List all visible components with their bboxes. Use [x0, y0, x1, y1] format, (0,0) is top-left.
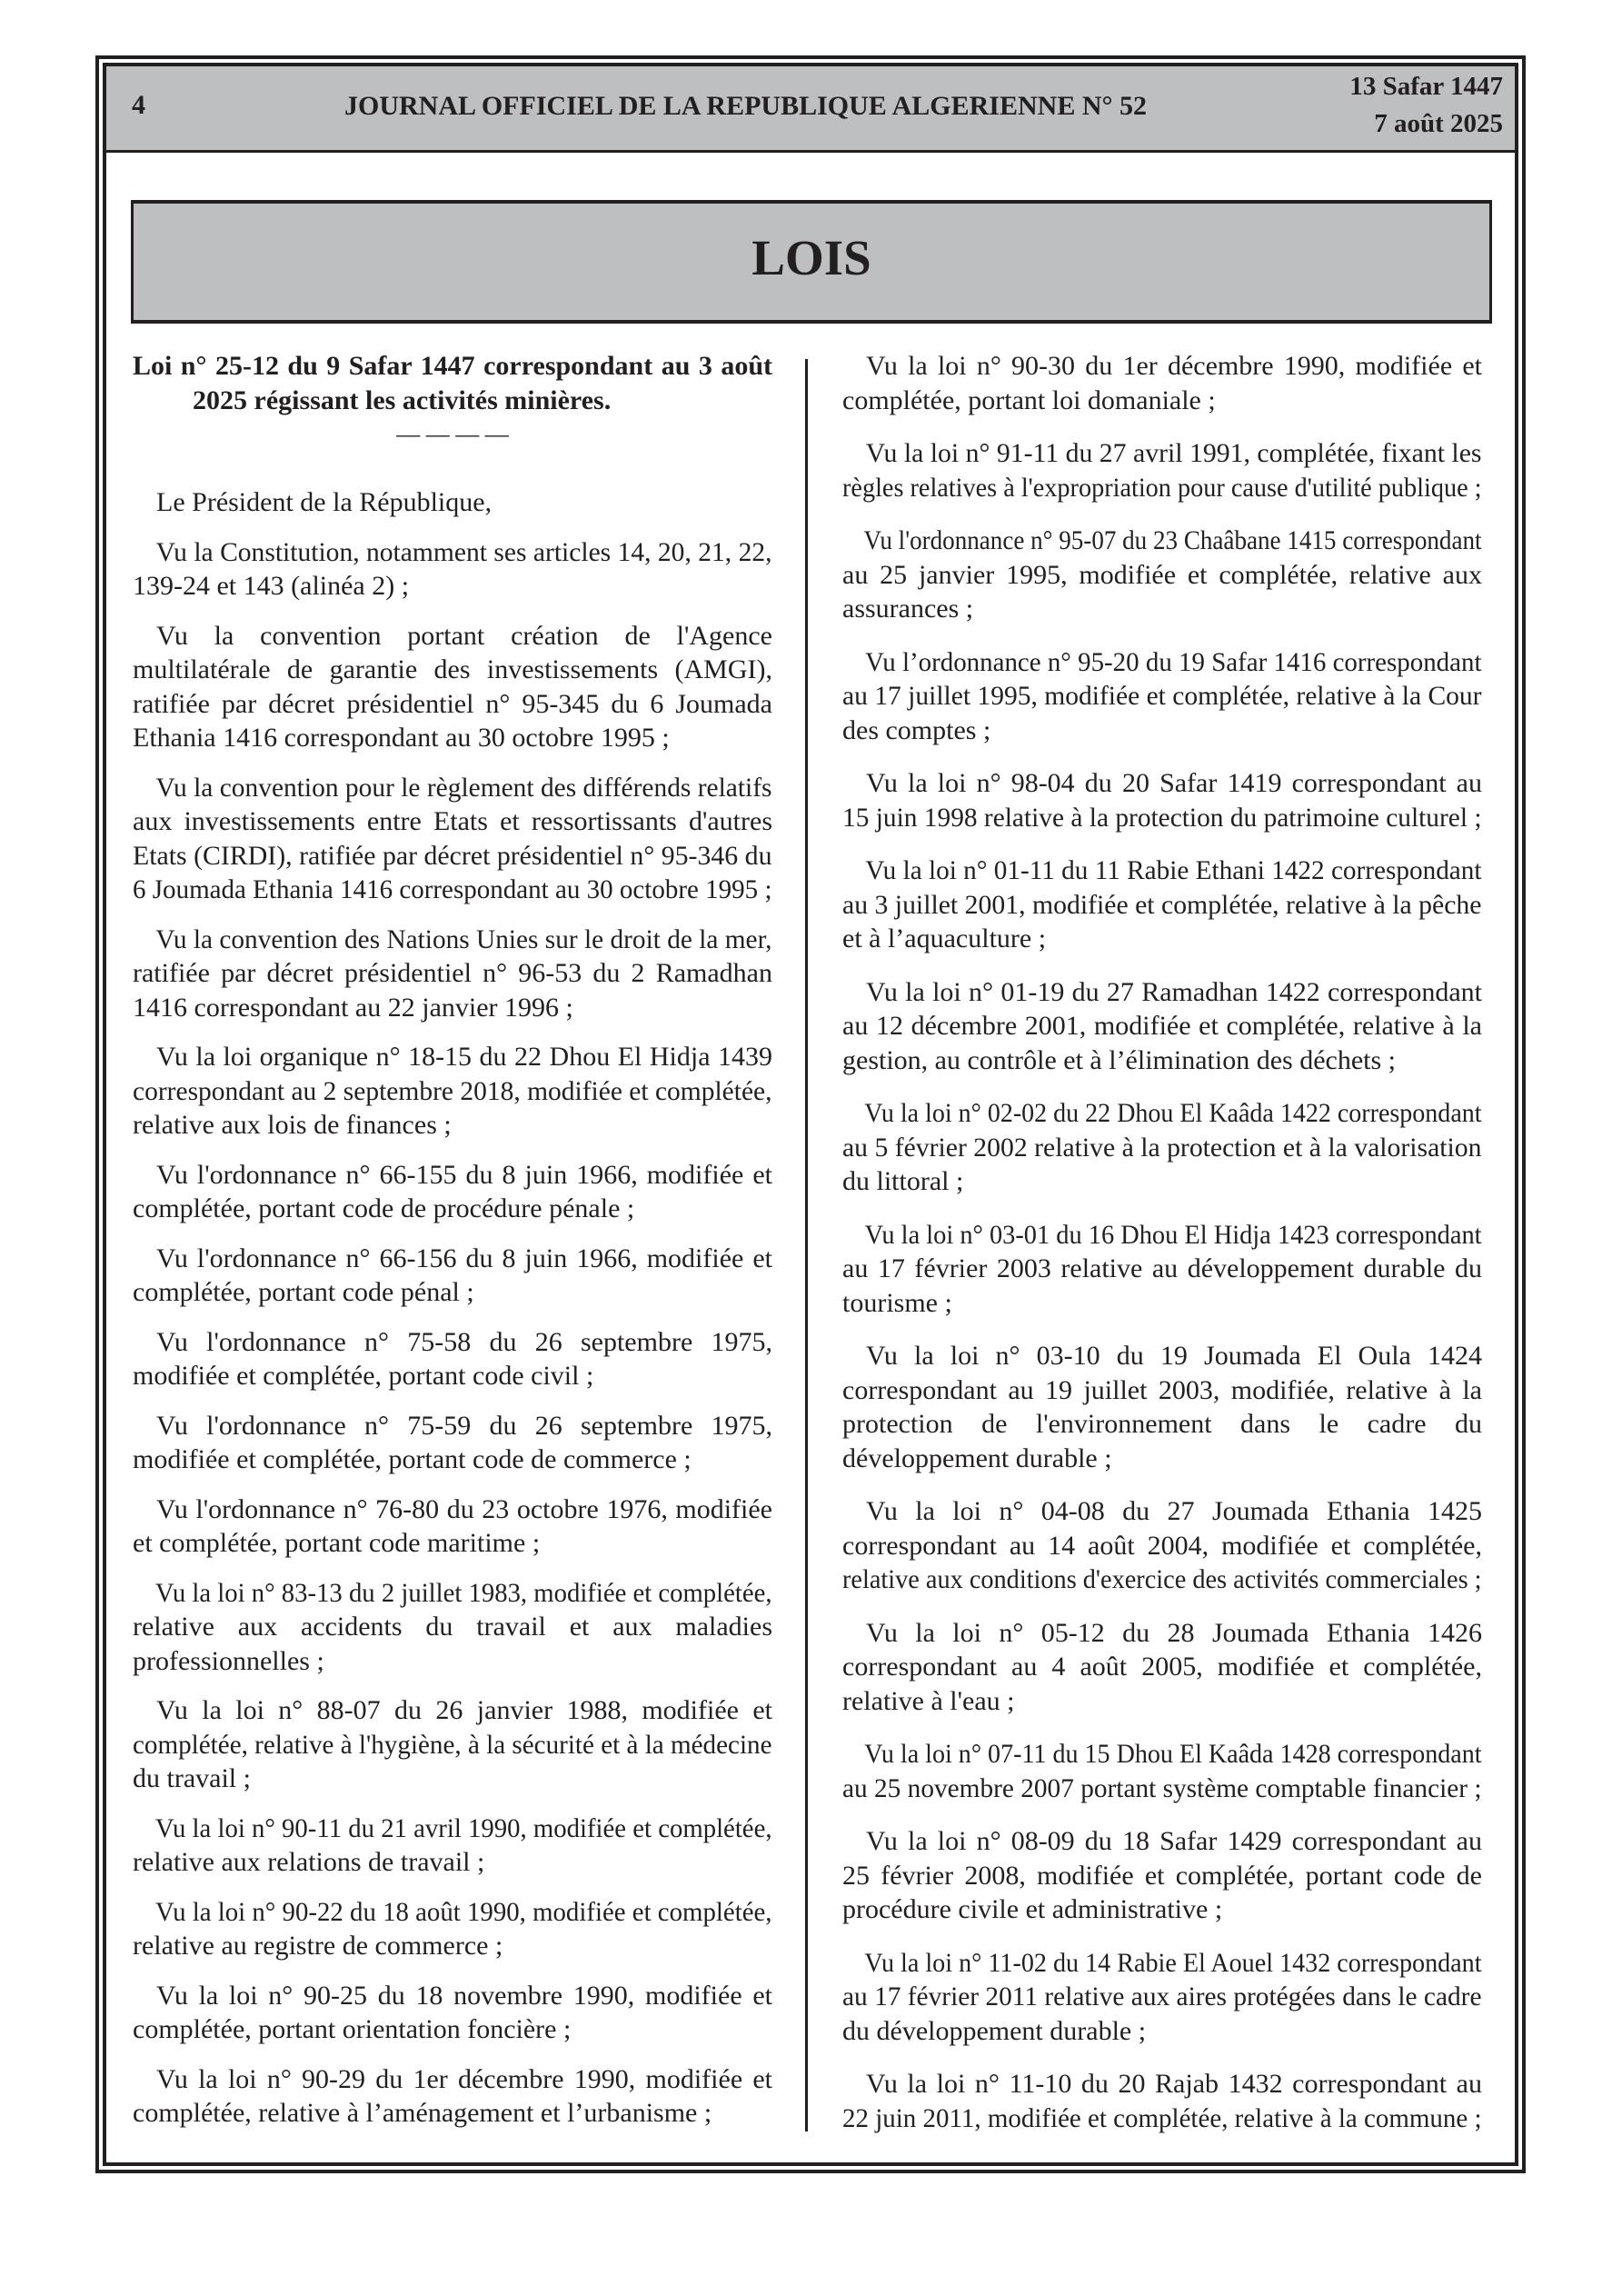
preamble-paragraph	[842, 1616, 1482, 1719]
preamble-paragraph	[842, 645, 1482, 748]
preamble-paragraph	[133, 1040, 772, 1143]
text-line: Vu l'ordonnance n° 76-80 du 23 octobre 1976, modifiée	[156, 1493, 772, 1524]
text-line: 139-24 et 143 (alinéa 2) ;	[133, 571, 410, 601]
text-line: Vu l'ordonnance n° 66-155 du 8 juin 1966, modifiée et	[156, 1159, 772, 1190]
text-line: modifiée et complétée, portant code civil ;	[133, 1361, 594, 1391]
text-line: au 3 juillet 2001, modifiée et complétée, relative à la pêche	[842, 889, 1482, 920]
text-line: Vu la convention portant création de l'Agence	[156, 620, 772, 651]
preamble-paragraph	[133, 1242, 772, 1310]
text-line: au 17 février 2003 relative au développement durable du	[842, 1253, 1482, 1283]
text-line: Vu la loi n° 90-11 du 21 avril 1990, modifiée et complétée,	[154, 1812, 772, 1843]
text-line: Vu la loi n° 90-22 du 18 août 1990, modifiée et complétée,	[154, 1896, 772, 1927]
text-line: 25 février 2008, modifiée et complétée, portant code de	[842, 1860, 1482, 1891]
section-title: LOIS	[751, 230, 871, 285]
text-line: Vu la loi n° 90-25 du 18 novembre 1990, modifiée et	[156, 1980, 772, 2011]
text-line: procédure civile et administrative ;	[842, 1894, 1223, 1924]
text-line: Vu la loi n° 11-02 du 14 Rabie El Aouel 1432 correspondant	[864, 1947, 1482, 1978]
preamble-paragraph	[842, 1494, 1482, 1597]
text-line: complétée, portant code de procédure pénale ;	[133, 1193, 635, 1223]
text-line: correspondant au 14 août 2004, modifiée et complétée,	[842, 1530, 1482, 1561]
text-line: tourisme ;	[842, 1287, 952, 1318]
text-line: du développement durable ;	[842, 2015, 1147, 2046]
text-line: relative aux conditions d'exercice des activités commerciales ;	[842, 1564, 1482, 1594]
preamble-paragraph	[133, 1693, 772, 1796]
text-line: et à l’aquaculture ;	[842, 923, 1047, 953]
text-line: Vu l'ordonnance n° 95-07 du 23 Chaâbane 1415 correspondant	[863, 525, 1482, 555]
text-line: Vu l’ordonnance n° 95-20 du 19 Safar 1416 correspondant	[865, 646, 1482, 677]
text-line: Vu la loi n° 83-13 du 2 juillet 1983, modifiée et complétée,	[154, 1577, 772, 1608]
preamble-paragraph	[133, 2062, 772, 2131]
text-line: au 5 février 2002 relative à la protection et à la valorisation	[842, 1132, 1482, 1163]
law-title	[133, 349, 772, 417]
text-line: assurances ;	[842, 594, 974, 624]
preamble-paragraph	[133, 485, 772, 520]
text-line: des comptes ;	[842, 714, 991, 745]
preamble-paragraph	[133, 1158, 772, 1226]
text-line: relative aux relations de travail ;	[133, 1847, 485, 1877]
text-line: du littoral ;	[842, 1166, 964, 1196]
preamble-paragraph	[133, 1325, 772, 1393]
journal-title: JOURNAL OFFICIEL DE LA REPUBLIQUE ALGERIENNE N° 52	[344, 91, 1147, 121]
text-line: correspondant au 19 juillet 2003, modifiée, relative à la	[842, 1374, 1482, 1405]
left-column	[133, 349, 772, 2131]
text-line: Vu la loi n° 05-12 du 28 Joumada Ethania 1426	[866, 1617, 1482, 1648]
text-line: Etats (CIRDI), ratifiée par décret présidentiel n° 95-346 du	[133, 840, 772, 871]
text-line: Vu la loi n° 11-10 du 20 Rajab 1432 correspondant au	[866, 2069, 1482, 2099]
text-line: relative aux lois de finances ;	[133, 1110, 452, 1140]
preamble-paragraph	[842, 1946, 1482, 2049]
text-line: au 17 février 2011 relative aux aires protégées dans le cadre	[842, 1982, 1482, 2011]
text-line: règles relatives à l'expropriation pour cause d'utilité publique ;	[842, 472, 1482, 503]
preamble-paragraph	[133, 923, 772, 1025]
column-divider	[805, 359, 808, 2131]
text-line: ratifiée par décret présidentiel n° 96-53 du 2 Ramadhan	[133, 958, 772, 988]
text-line: 15 juin 1998 relative à la protection du patrimoine culturel ;	[842, 802, 1482, 833]
text-line: complétée, relative à l’aménagement et l’urbanisme ;	[133, 2098, 712, 2128]
preamble-paragraph	[133, 1492, 772, 1561]
text-line: 1416 correspondant au 22 janvier 1996 ;	[133, 992, 573, 1023]
preamble-paragraph	[133, 1895, 772, 1963]
text-line: au 25 novembre 2007 portant système comptable financier ;	[842, 1772, 1482, 1803]
text-line: 22 juin 2011, modifiée et complétée, relative à la commune ;	[842, 2102, 1482, 2133]
preamble-paragraph	[133, 771, 772, 907]
text-line: Vu l'ordonnance n° 75-59 du 26 septembre 1975,	[156, 1410, 772, 1441]
text-line: professionnelles ;	[133, 1645, 324, 1676]
law-title-line: 2025 régissant les activités minières.	[193, 384, 612, 415]
preamble-paragraph	[133, 1576, 772, 1679]
text-line: Vu l'ordonnance n° 75-58 du 26 septembre 1975,	[156, 1326, 772, 1357]
text-line: Vu la loi n° 98-04 du 20 Safar 1419 correspondant au	[866, 768, 1482, 798]
text-line: au 17 juillet 1995, modifiée et complétée, relative à la Cour	[842, 681, 1482, 711]
text-line: Le Président de la République,	[156, 487, 493, 517]
text-line: Vu la loi n° 08-09 du 18 Safar 1429 correspondant au	[866, 1826, 1482, 1856]
text-line: Vu la loi organique n° 18-15 du 22 Dhou El Hidja 1439	[156, 1042, 772, 1072]
text-line: et complétée, portant code maritime ;	[133, 1528, 541, 1558]
text-line: relative au registre de commerce ;	[133, 1931, 503, 1961]
preamble-paragraph	[842, 1737, 1482, 1805]
preamble-paragraph	[842, 1218, 1482, 1321]
text-line: au 25 janvier 1995, modifiée et complétée, relative aux	[842, 559, 1482, 590]
text-line: Vu la loi n° 02-02 du 22 Dhou El Kaâda 1422 correspondant	[864, 1098, 1482, 1128]
text-line: aux investissements entre Etats et ressortissants d'autres	[133, 806, 772, 836]
text-line: Vu la loi n° 01-19 du 27 Ramadhan 1422 correspondant	[866, 976, 1482, 1007]
text-line: au 12 décembre 2001, modifiée et complétée, relative à la	[842, 1011, 1482, 1041]
preamble-paragraph	[842, 349, 1482, 417]
text-line: modifiée et complétée, portant code de commerce ;	[133, 1444, 692, 1474]
right-preamble	[842, 349, 1482, 2135]
page-number: 4	[132, 90, 145, 120]
text-line: développement durable ;	[842, 1442, 1112, 1473]
text-line: gestion, au contrôle et à l’élimination des déchets ;	[842, 1044, 1396, 1075]
text-line: ratifiée par décret présidentiel n° 95-345 du 6 Joumada	[133, 688, 772, 719]
preamble-paragraph	[842, 1096, 1482, 1199]
text-line: Vu la loi n° 91-11 du 27 avril 1991, complétée, fixant les	[865, 438, 1482, 468]
text-line: Vu la loi n° 01-11 du 11 Rabie Ethani 1422 correspondant	[865, 855, 1482, 885]
text-line: Vu la loi n° 03-10 du 19 Joumada El Oula 1424	[866, 1341, 1482, 1371]
text-line: multilatérale de garantie des investissements (AMGI),	[133, 654, 772, 684]
text-line: relative aux accidents du travail et aux maladies	[133, 1612, 772, 1642]
text-line: Ethania 1416 correspondant au 30 octobre 1995 ;	[133, 723, 670, 753]
text-line: correspondant au 2 septembre 2018, modifiée et complétée,	[133, 1075, 772, 1106]
text-line: Vu la convention pour le règlement des différends relatifs	[155, 772, 772, 803]
text-line: relative à l'eau ;	[842, 1685, 1015, 1716]
gregorian-date: 7 août 2025	[1374, 109, 1503, 138]
text-line: protection de l'environnement dans le cadre du	[842, 1409, 1482, 1439]
preamble-paragraph	[842, 1339, 1482, 1475]
text-line: Vu l'ordonnance n° 66-156 du 8 juin 1966, modifiée et	[156, 1243, 772, 1273]
preamble-paragraph	[842, 975, 1482, 1078]
text-line: Vu la Constitution, notamment ses articles 14, 20, 21, 22,	[155, 536, 772, 567]
preamble-paragraph	[133, 1812, 772, 1880]
preamble-paragraph	[842, 1824, 1482, 1927]
preamble-paragraph	[842, 2067, 1482, 2135]
preamble-paragraph	[842, 854, 1482, 956]
text-line: Vu la loi n° 90-30 du 1er décembre 1990, modifiée et	[866, 351, 1482, 381]
right-column	[842, 349, 1482, 2135]
text-line: Vu la loi n° 03-01 du 16 Dhou El Hidja 1423 correspondant	[864, 1219, 1482, 1250]
preamble-paragraph	[133, 1979, 772, 2047]
text-line: du travail ;	[133, 1763, 251, 1793]
title-separator: — — — —	[396, 421, 509, 447]
preamble-paragraph	[133, 1409, 772, 1477]
text-line: complétée, portant code pénal ;	[133, 1277, 474, 1307]
text-line: complétée, relative à l'hygiène, à la sécurité et à la médecine	[133, 1729, 772, 1760]
preamble-paragraph	[842, 436, 1482, 504]
text-line: Vu la loi n° 04-08 du 27 Joumada Ethania 1425	[866, 1496, 1482, 1526]
text-line: Vu la loi n° 90-29 du 1er décembre 1990, modifiée et	[156, 2063, 772, 2094]
law-title-line: Loi n° 25-12 du 9 Safar 1447 correspondant au 3 août	[133, 351, 772, 381]
preamble-paragraph	[842, 766, 1482, 834]
text-line: correspondant au 4 août 2005, modifiée et complétée,	[842, 1652, 1482, 1682]
hijri-date: 13 Safar 1447	[1349, 72, 1503, 101]
text-line: Vu la loi n° 88-07 du 26 janvier 1988, modifiée et	[156, 1695, 772, 1725]
text-line: complétée, portant loi domaniale ;	[842, 384, 1216, 415]
left-preamble	[133, 485, 772, 2131]
preamble-paragraph	[133, 535, 772, 604]
text-line: Vu la loi n° 07-11 du 15 Dhou El Kaâda 1428 correspondant	[864, 1739, 1482, 1769]
text-line: complétée, portant orientation foncière ;	[133, 2014, 572, 2044]
text-line: 6 Joumada Ethania 1416 correspondant au 30 octobre 1995 ;	[133, 874, 772, 904]
preamble-paragraph	[133, 619, 772, 755]
text-line: Vu la convention des Nations Unies sur le droit de la mer,	[155, 923, 772, 954]
preamble-paragraph	[842, 524, 1482, 626]
